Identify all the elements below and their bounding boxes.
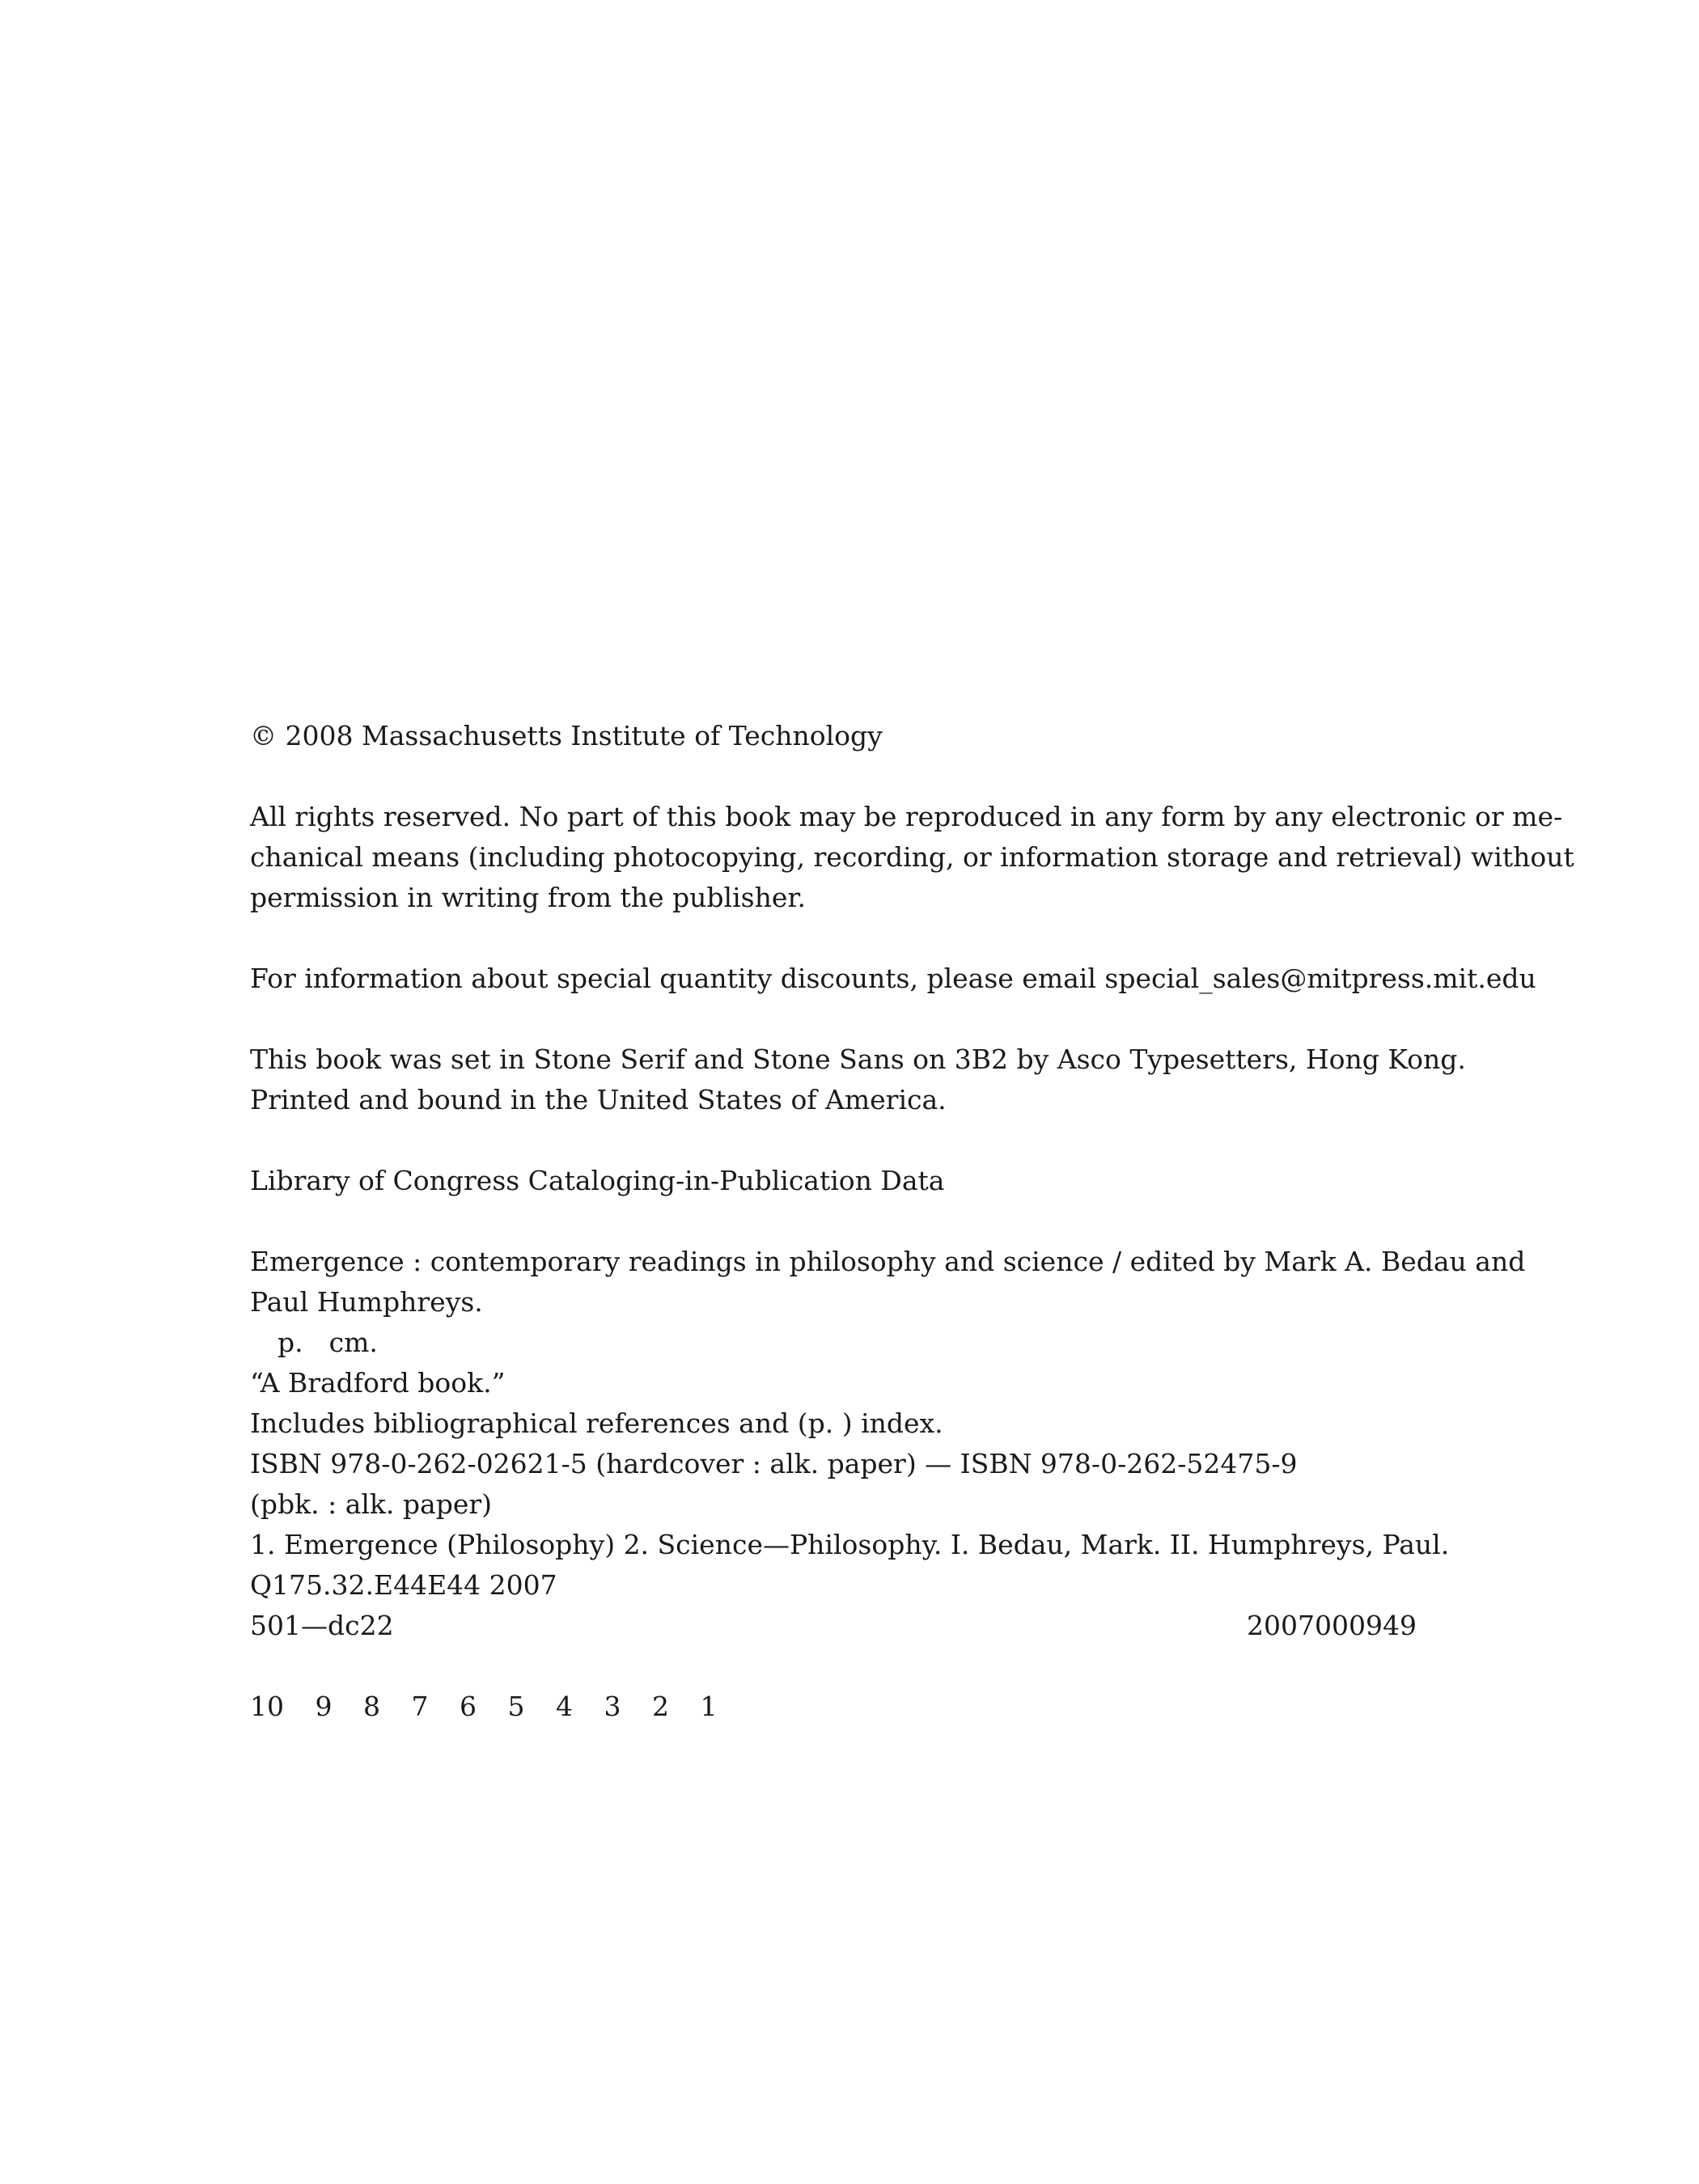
printing-number: 4	[556, 1691, 573, 1722]
cip-title-line: Emergence : contemporary readings in philosophy and science / edited by Mark A. Bedau and	[250, 1246, 1526, 1277]
rights-statement	[250, 797, 1574, 918]
rights-line: All rights reserved. No part of this book may be reproduced in any form by any electronic or me-	[250, 801, 1563, 832]
cip-title-line: Paul Humphreys.	[250, 1286, 483, 1318]
cip-series-note: “A Bradford book.”	[250, 1367, 506, 1399]
cip-p: p.	[278, 1327, 303, 1358]
printing-number: 2	[652, 1691, 669, 1722]
special-sales-note	[250, 959, 1536, 999]
cip-lccn: 2007000949	[1247, 1610, 1417, 1641]
cip-isbn-line: ISBN 978-0-262-02621-5 (hardcover : alk. paper) — ISBN 978-0-262-52475-9	[250, 1448, 1298, 1479]
cip-isbn-line: (pbk. : alk. paper)	[250, 1488, 493, 1520]
copyright-notice	[250, 716, 1464, 756]
cip-heading-block	[250, 1161, 1464, 1201]
printed-line: Printed and bound in the United States of America.	[250, 1084, 947, 1115]
cip-heading: Library of Congress Cataloging-in-Publication Data	[250, 1165, 945, 1196]
cip-dewey: 501—dc22	[250, 1610, 394, 1641]
printing-number: 1	[700, 1691, 718, 1722]
cip-subjects: 1. Emergence (Philosophy) 2. Science—Philosophy. I. Bedau, Mark. II. Humphreys, Paul.	[250, 1529, 1450, 1560]
typesetting-line: This book was set in Stone Serif and Stone Sans on 3B2 by Asco Typesetters, Hong Kong.	[250, 1043, 1466, 1075]
rights-line: chanical means (including photocopying, recording, or information storage and retrieval) without	[250, 841, 1574, 873]
printing-number: 3	[604, 1691, 621, 1722]
rights-line: permission in writing from the publisher.	[250, 882, 807, 913]
printing-number: 6	[460, 1691, 477, 1722]
special-sales-line: For information about special quantity discounts, please email special_sales@mitpress.mit.edu	[250, 963, 1536, 994]
printing-line	[250, 1687, 1464, 1727]
printing-number: 5	[507, 1691, 525, 1722]
printing-number: 9	[315, 1691, 333, 1722]
printing-numbers	[250, 1687, 1464, 1727]
printing-number: 7	[411, 1691, 429, 1722]
typesetting-note	[250, 1039, 1464, 1120]
cip-pagination	[250, 1323, 1464, 1363]
cip-record	[250, 1242, 1526, 1646]
printing-number: 10	[250, 1691, 284, 1722]
cip-classification-row	[250, 1606, 1417, 1646]
copyright-line: © 2008 Massachusetts Institute of Technology	[250, 720, 883, 751]
cip-bibliography-note: Includes bibliographical references and (p. ) index.	[250, 1407, 943, 1439]
cip-cm: cm.	[328, 1327, 378, 1358]
cip-call-number: Q175.32.E44E44 2007	[250, 1569, 557, 1601]
printing-number: 8	[363, 1691, 380, 1722]
